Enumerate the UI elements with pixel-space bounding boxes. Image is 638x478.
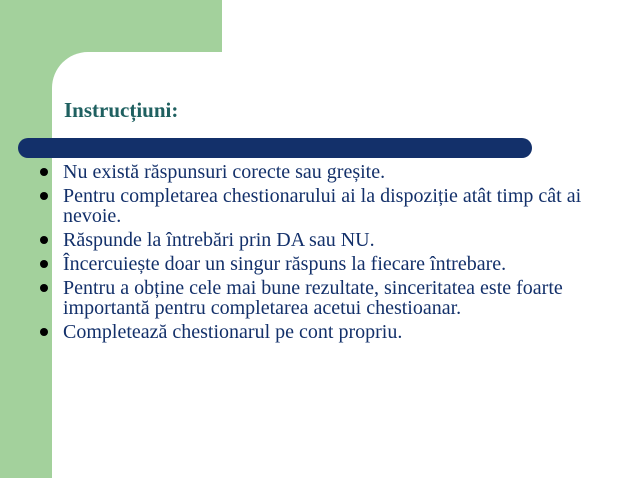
list-item (40, 162, 630, 182)
list-item (40, 230, 630, 250)
list-item (40, 254, 630, 274)
list-item-text: Încercuiește doar un singur răspuns la fiecare întrebare. (63, 253, 507, 275)
bullet-icon (40, 168, 48, 176)
title-underline-bar (18, 138, 532, 158)
list-item-text: Răspunde la întrebări prin DA sau NU. (63, 229, 375, 251)
bullet-icon (40, 284, 48, 292)
list-item-text: Nu există răspunsuri corecte sau greșite. (63, 161, 386, 183)
bullet-icon (40, 260, 48, 268)
bullet-icon (40, 236, 48, 244)
slide-title: Instrucțiuni: (64, 98, 179, 122)
list-item (40, 322, 630, 342)
list-item (40, 186, 630, 226)
list-item-text: Completează chestionarul pe cont propriu. (63, 321, 403, 343)
bullet-icon (40, 328, 48, 336)
instruction-list (40, 162, 630, 346)
list-item-text: Pentru completarea chestionarului ai la dispoziție atât timp cât ai nevoie. (63, 185, 582, 227)
bullet-icon (40, 192, 48, 200)
list-item (40, 278, 630, 318)
list-item-text: Pentru a obține cele mai bune rezultate, sinceritatea este foarte importantă pentru completarea acetui chestioanar. (63, 277, 563, 319)
